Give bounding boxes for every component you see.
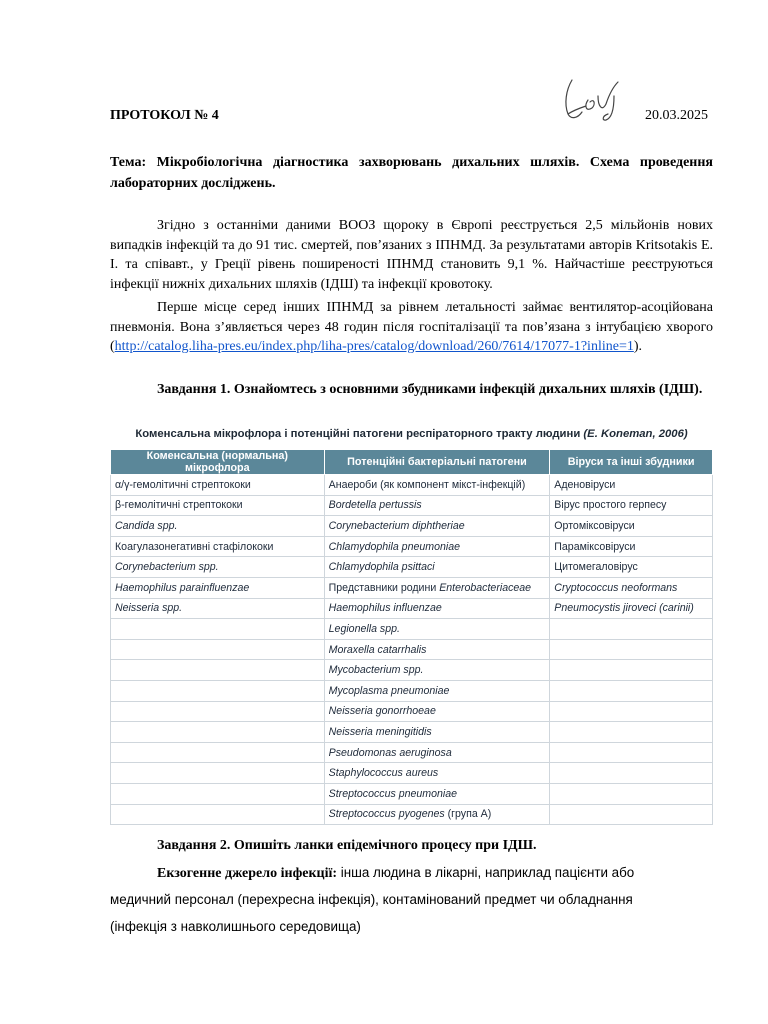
cell-commensal [111, 763, 325, 784]
source-label: Екзогенне джерело інфекції: [157, 866, 338, 881]
cell-bacterial: Corynebacterium diphtheriae [324, 516, 550, 537]
cell-commensal [111, 783, 325, 804]
cell-virus: Параміксовіруси [550, 536, 713, 557]
header-viruses: Віруси та інші збудники [550, 450, 713, 475]
cell-commensal [111, 660, 325, 681]
cell-commensal [111, 639, 325, 660]
cell-virus [550, 804, 713, 825]
cell-commensal: β-гемолітичні стрептококи [111, 495, 325, 516]
cell-bacterial: Haemophilus influenzae [324, 598, 550, 619]
cell-bacterial: Staphylococcus aureus [324, 763, 550, 784]
table-row [111, 598, 713, 619]
cell-commensal: Candida spp. [111, 516, 325, 537]
cell-commensal [111, 742, 325, 763]
cell-bacterial: Streptococcus pneumoniae [324, 783, 550, 804]
table-row [111, 722, 713, 743]
cell-virus [550, 783, 713, 804]
cell-virus: Cryptococcus neoformans [550, 577, 713, 598]
table-title-text: Коменсальна мікрофлора і потенційні патогени респіраторного тракту людини [135, 428, 581, 440]
table-row [111, 804, 713, 825]
header-bacterial: Потенційні бактеріальні патогени [324, 450, 550, 475]
table-row [111, 763, 713, 784]
cell-commensal [111, 701, 325, 722]
table-row [111, 536, 713, 557]
table-row [111, 701, 713, 722]
cell-commensal [111, 804, 325, 825]
cell-virus: Цитомегаловірус [550, 557, 713, 578]
table-row [111, 783, 713, 804]
protocol-date: 20.03.2025 [645, 108, 708, 123]
cell-virus: Вірус простого герпесу [550, 495, 713, 516]
header-commensal: Коменсальна (нормальна) мікрофлора [111, 450, 325, 475]
table-row [111, 742, 713, 763]
topic-heading: Тема: Мікробіологічна діагностика захворювань дихальних шляхів. Схема проведення лабораторних досліджень. [110, 155, 713, 191]
cell-commensal: Neisseria spp. [111, 598, 325, 619]
cell-virus [550, 639, 713, 660]
source-line-1 [110, 859, 713, 887]
source-line-3: (інфекція з навколишнього середовища) [110, 919, 361, 934]
table-row [111, 680, 713, 701]
protocol-number: ПРОТОКОЛ № 4 [110, 108, 219, 123]
cell-bacterial: Legionella spp. [324, 619, 550, 640]
table-row [111, 475, 713, 496]
microflora-table [110, 449, 713, 825]
table-row [111, 516, 713, 537]
cell-bacterial: Chlamydophila psittaci [324, 557, 550, 578]
table-row [111, 557, 713, 578]
cell-commensal [111, 680, 325, 701]
cell-virus [550, 722, 713, 743]
cell-commensal: α/γ-гемолітичні стрептококи [111, 475, 325, 496]
cell-bacterial: Mycobacterium spp. [324, 660, 550, 681]
cell-commensal: Haemophilus parainfluenzae [111, 577, 325, 598]
table-title [110, 428, 713, 440]
cell-bacterial: Bordetella pertussis [324, 495, 550, 516]
cell-virus: Pneumocystis jiroveci (carinii) [550, 598, 713, 619]
table-title-author: (E. Konеman, 2006) [583, 428, 688, 440]
cell-virus: Ортоміксовіруси [550, 516, 713, 537]
task2-text: Завдання 2. Опишіть ланки епідемічного процесу при ІДШ. [157, 838, 537, 853]
cell-commensal [111, 722, 325, 743]
task2-heading [110, 832, 713, 859]
cell-virus [550, 742, 713, 763]
table-row [111, 577, 713, 598]
cell-bacterial: Streptococcus pyogenes (група А) [324, 804, 550, 825]
intro-paragraph: Згідно з останніми даними ВООЗ щороку в Європі реєструється 2,5 мільйонів нових випадків інфекцій та до 91 тис. смертей, пов’язаних з ІПНМД. За результатами авторів Kritsotakis E. I. та співавт., у Греції рівень поширеності ІПНМД становить 9,1 %. Найчастіше реєструються інфекції нижніх дихальних шляхів (ІДШ) та інфекції кровотоку. [110, 218, 713, 292]
cell-virus [550, 660, 713, 681]
table-row [111, 619, 713, 640]
source-text-1: інша людина в лікарні, наприклад пацієнти або [337, 865, 635, 880]
source-link[interactable]: http://catalog.liha-pres.eu/index.php/liha-pres/catalog/download/260/7614/17077-1?inline=1 [114, 339, 634, 354]
signature-icon [558, 74, 630, 124]
table-row [111, 495, 713, 516]
cell-virus [550, 619, 713, 640]
cell-commensal [111, 619, 325, 640]
task1-heading: Завдання 1. Ознайомтесь з основними збудниками інфекцій дихальних шляхів (ІДШ). [157, 382, 703, 397]
cell-virus [550, 763, 713, 784]
cell-bacterial: Анаероби (як компонент мікст-інфекцій) [324, 475, 550, 496]
cell-virus [550, 680, 713, 701]
table-header-row [111, 450, 713, 475]
vap-paragraph-text: Перше місце серед інших ІПНМД за рівнем летальності займає вентилятор-асоційована пневмонія. Вона з’являється через 48 годин після госпіталізації та пов’язана з інтубацією хворого ( [110, 300, 713, 354]
cell-virus [550, 701, 713, 722]
cell-bacterial: Neisseria meningitidis [324, 722, 550, 743]
table-row [111, 660, 713, 681]
table-row [111, 639, 713, 660]
cell-bacterial: Pseudomonas aeruginosa [324, 742, 550, 763]
cell-commensal: Corynebacterium spp. [111, 557, 325, 578]
vap-paragraph [110, 298, 713, 357]
cell-bacterial: Mycoplasma pneumoniae [324, 680, 550, 701]
cell-virus: Аденовіруси [550, 475, 713, 496]
cell-bacterial: Neisseria gonorrhoeae [324, 701, 550, 722]
vap-paragraph-tail: ). [633, 339, 643, 354]
cell-bacterial: Представники родини Enterobacteriaceae [324, 577, 550, 598]
cell-commensal: Коагулазонегативні стафілококи [111, 536, 325, 557]
cell-bacterial: Moraxella catarrhalis [324, 639, 550, 660]
cell-bacterial: Chlamydophila pneumoniae [324, 536, 550, 557]
source-line-2: медичний персонал (перехресна інфекція), контамінований предмет чи обладнання [110, 892, 633, 907]
